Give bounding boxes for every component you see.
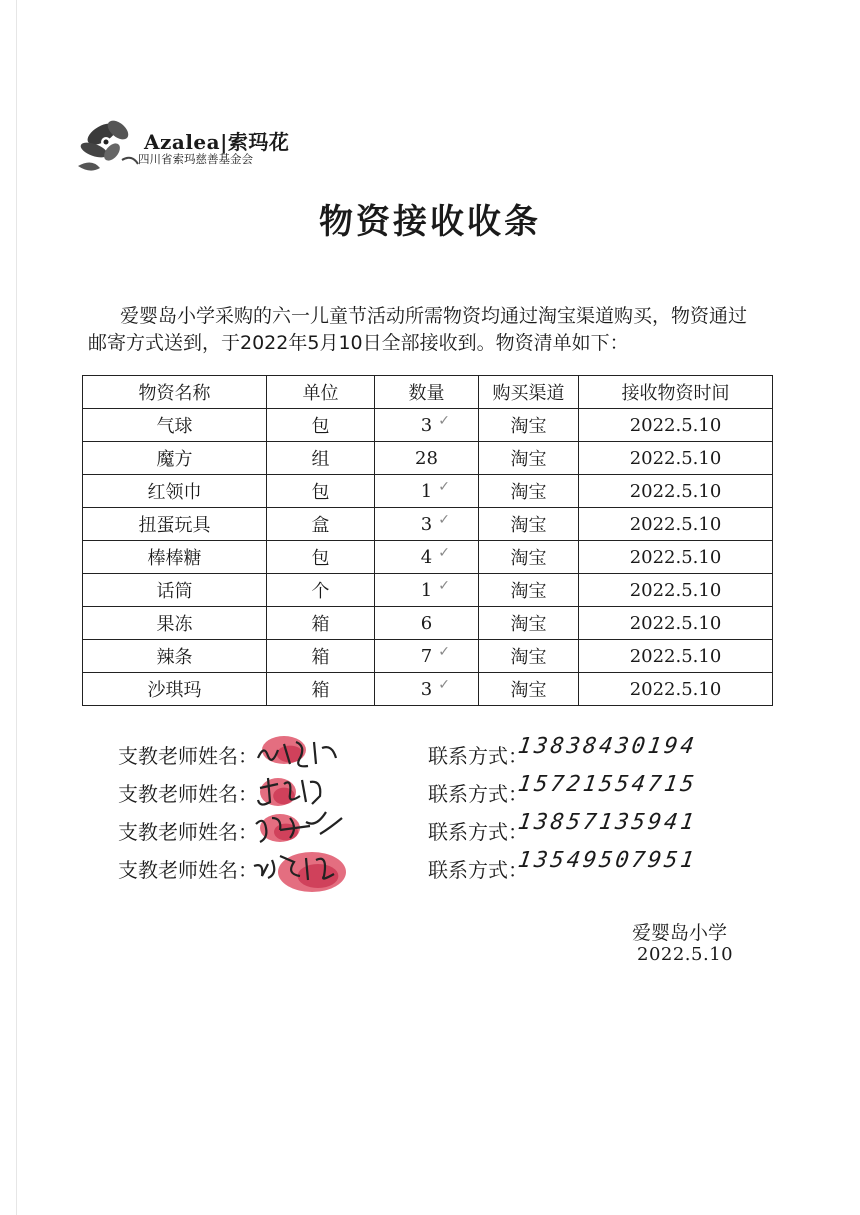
- header-cell: 数量: [375, 376, 479, 409]
- channel-cell: [479, 574, 579, 607]
- date-cell: [579, 442, 773, 475]
- item-name-cell: [83, 409, 267, 442]
- date-cell: [579, 409, 773, 442]
- item-name-cell: [83, 673, 267, 706]
- table-row: [83, 574, 773, 607]
- table-row: [83, 475, 773, 508]
- quantity-cell: [375, 574, 479, 607]
- contact-method-label: 联系方式：: [428, 858, 528, 882]
- unit-cell: [267, 640, 375, 673]
- channel-cell-text: 淘宝: [510, 416, 547, 437]
- scan-edge: [16, 0, 17, 1215]
- contact-row: [118, 848, 758, 890]
- date-cell: [579, 508, 773, 541]
- channel-cell-text: 淘宝: [510, 482, 547, 503]
- item-name-cell-text: 果冻: [156, 614, 193, 635]
- item-name-cell-text: 魔方: [156, 449, 193, 470]
- quantity-cell-text: 4: [420, 546, 433, 568]
- table-row: [83, 607, 773, 640]
- phone-number: 15721554715: [516, 772, 699, 797]
- unit-cell: [267, 541, 375, 574]
- unit-cell-text: 包: [311, 416, 330, 437]
- checkmark-icon: ✓: [438, 677, 450, 693]
- unit-cell-text: 个: [311, 581, 330, 602]
- unit-cell: [267, 574, 375, 607]
- unit-cell: [267, 508, 375, 541]
- date-cell-text: 2022.5.10: [629, 447, 722, 469]
- document-title: 物资接收收条: [319, 202, 541, 242]
- item-name-cell: [83, 607, 267, 640]
- date-cell-text: 2022.5.10: [629, 513, 722, 535]
- teacher-name-label: 支教老师姓名：: [118, 858, 258, 882]
- item-name-cell-text: 红领巾: [147, 482, 202, 503]
- item-name-cell-text: 辣条: [156, 647, 193, 668]
- item-name-cell-text: 话筒: [156, 581, 193, 602]
- quantity-cell: [375, 541, 479, 574]
- contact-row: [118, 772, 758, 814]
- item-name-cell-text: 气球: [156, 416, 193, 437]
- quantity-cell-text: 1: [420, 480, 433, 502]
- header-cell: 单位: [267, 376, 375, 409]
- channel-cell-text: 淘宝: [510, 515, 547, 536]
- phone-number: 13549507951: [516, 848, 699, 873]
- unit-cell: [267, 442, 375, 475]
- table-row: [83, 673, 773, 706]
- contacts-section: [118, 734, 758, 890]
- signing-school: 爱婴岛小学: [632, 922, 728, 944]
- checkmark-icon: ✓: [438, 413, 450, 429]
- contact-method-label: 联系方式：: [428, 744, 528, 768]
- contact-method-label: 联系方式：: [428, 782, 528, 806]
- quantity-cell-text: 3: [420, 414, 433, 436]
- table-row: [83, 409, 773, 442]
- quantity-cell-text: 3: [420, 513, 433, 535]
- channel-cell-text: 淘宝: [510, 614, 547, 635]
- teacher-name-label: 支教老师姓名：: [118, 820, 258, 844]
- unit-cell: [267, 409, 375, 442]
- quantity-cell-text: 3: [420, 678, 433, 700]
- table-header-row: [83, 376, 773, 409]
- date-cell: [579, 673, 773, 706]
- date-cell: [579, 574, 773, 607]
- contact-row: [118, 734, 758, 776]
- quantity-cell: [375, 673, 479, 706]
- channel-cell-text: 淘宝: [510, 680, 547, 701]
- channel-cell: [479, 508, 579, 541]
- quantity-cell: [375, 475, 479, 508]
- channel-cell: [479, 673, 579, 706]
- quantity-cell-text: 28: [415, 447, 438, 469]
- teacher-name-label: 支教老师姓名：: [118, 782, 258, 806]
- item-name-cell-text: 棒棒糖: [147, 548, 202, 569]
- quantity-cell-text: 6: [420, 612, 433, 634]
- phone-number: 13838430194: [516, 734, 699, 759]
- checkmark-icon: ✓: [438, 578, 450, 594]
- unit-cell-text: 组: [311, 449, 330, 470]
- quantity-cell: [375, 607, 479, 640]
- item-name-cell: [83, 541, 267, 574]
- unit-cell: [267, 475, 375, 508]
- unit-cell-text: 箱: [311, 680, 330, 701]
- header-cell: 接收物资时间: [579, 376, 773, 409]
- date-cell-text: 2022.5.10: [629, 645, 722, 667]
- foundation-logo: [72, 108, 322, 178]
- date-cell-text: 2022.5.10: [629, 480, 722, 502]
- checkmark-icon: ✓: [438, 545, 450, 561]
- quantity-cell: [375, 442, 479, 475]
- unit-cell-text: 盒: [311, 515, 330, 536]
- quantity-cell-text: 1: [420, 579, 433, 601]
- table-row: [83, 541, 773, 574]
- channel-cell: [479, 409, 579, 442]
- channel-cell: [479, 607, 579, 640]
- item-name-cell: [83, 640, 267, 673]
- date-cell: [579, 475, 773, 508]
- unit-cell-text: 包: [311, 548, 330, 569]
- date-cell: [579, 607, 773, 640]
- unit-cell-text: 箱: [311, 647, 330, 668]
- date-cell-text: 2022.5.10: [629, 546, 722, 568]
- item-name-cell: [83, 574, 267, 607]
- channel-cell-text: 淘宝: [510, 449, 547, 470]
- quantity-cell: [375, 508, 479, 541]
- channel-cell-text: 淘宝: [510, 647, 547, 668]
- teacher-name-label: 支教老师姓名：: [118, 744, 258, 768]
- unit-cell-text: 包: [311, 482, 330, 503]
- quantity-cell: [375, 409, 479, 442]
- unit-cell-text: 箱: [311, 614, 330, 635]
- channel-cell: [479, 442, 579, 475]
- date-cell-text: 2022.5.10: [629, 414, 722, 436]
- table-row: [83, 508, 773, 541]
- quantity-cell: [375, 640, 479, 673]
- date-cell-text: 2022.5.10: [629, 678, 722, 700]
- item-name-cell: [83, 508, 267, 541]
- checkmark-icon: ✓: [438, 644, 450, 660]
- header-cell: 购买渠道: [479, 376, 579, 409]
- unit-cell: [267, 607, 375, 640]
- contact-row: [118, 810, 758, 852]
- intro-paragraph: 爱婴岛小学采购的六一儿童节活动所需物资均通过淘宝渠道购买，物资通过邮寄方式送到，于2022年5月10日全部接收到。物资清单如下：: [88, 305, 748, 354]
- item-name-cell: [83, 475, 267, 508]
- contact-method-label: 联系方式：: [428, 820, 528, 844]
- table-row: [83, 442, 773, 475]
- signing-date: 2022.5.10: [637, 944, 734, 965]
- checkmark-icon: ✓: [438, 512, 450, 528]
- channel-cell-text: 淘宝: [510, 548, 547, 569]
- channel-cell: [479, 475, 579, 508]
- phone-number: 13857135941: [516, 810, 699, 835]
- checkmark-icon: ✓: [438, 479, 450, 495]
- supplies-table: [82, 375, 773, 706]
- logo-brand-text: Azalea|索玛花: [144, 130, 290, 154]
- channel-cell: [479, 640, 579, 673]
- date-cell: [579, 640, 773, 673]
- quantity-cell-text: 7: [420, 645, 433, 667]
- date-cell: [579, 541, 773, 574]
- azalea-flower-icon: [72, 108, 144, 178]
- table-row: [83, 640, 773, 673]
- item-name-cell-text: 扭蛋玩具: [138, 515, 211, 536]
- date-cell-text: 2022.5.10: [629, 579, 722, 601]
- item-name-cell-text: 沙琪玛: [147, 680, 202, 701]
- date-cell-text: 2022.5.10: [629, 612, 722, 634]
- channel-cell-text: 淘宝: [510, 581, 547, 602]
- unit-cell: [267, 673, 375, 706]
- handwritten-signature: [250, 842, 360, 894]
- logo-org-text: 四川省索玛慈善基金会: [138, 152, 253, 166]
- item-name-cell: [83, 442, 267, 475]
- channel-cell: [479, 541, 579, 574]
- header-cell: 物资名称: [83, 376, 267, 409]
